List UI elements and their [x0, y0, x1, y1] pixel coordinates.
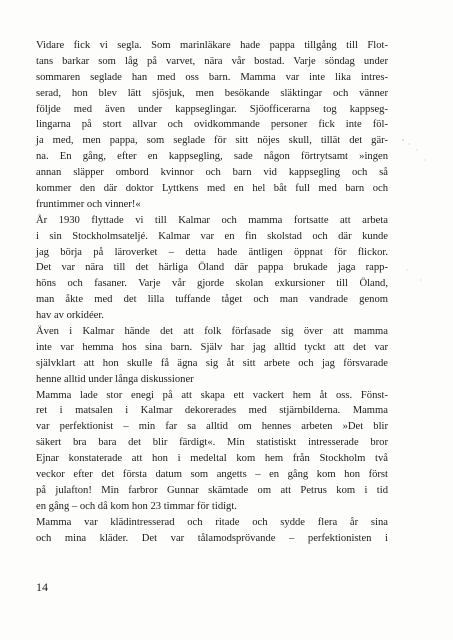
text-line: annan släpper ombord kvinnor och barn vid kappsegling och så [36, 167, 388, 179]
text-line: självklart att hon skulle få ägna sig åt sitt arbete och jag försvarade [36, 357, 388, 369]
text-line: jag börja på läroverket – detta hade äntligen öppnat för flickor. [36, 246, 388, 258]
text-line: Ejnar konstaterade att hon i medeltal kom hem från Stockholm två [36, 453, 388, 465]
page-number: 14 [36, 580, 48, 594]
text-line: säkert bra bara det blir färdigt«. Min statistiskt intresserade bror [36, 437, 388, 449]
text-line: och mina kläder. Det var tålamodsprövande – perfektionisten i [36, 532, 388, 544]
body-text [36, 38, 388, 547]
text-line: veckor efter det första datum som angetts – en gång kom hon först [36, 469, 388, 481]
text-line: följde med även under kappseglingar. Sjöofficerarna tog kappseg- [36, 103, 388, 115]
text-line: ja med, men pappa, som seglade för sitt nöjes skull, tillät det gär- [36, 135, 388, 147]
text-line: på julafton! Min farbror Gunnar skämtade om att Petrus kom i tid [36, 484, 388, 496]
text-line: Det var nära till det härliga Öland där pappa brukade jaga rapp- [36, 262, 388, 274]
text-line: en gång – och då kom hon 23 timmar för tidigt. [36, 500, 237, 512]
text-line: inte var hemma hos sina barn. Själv har jag alltid tyckt att det var [36, 341, 388, 353]
text-line: Vidare fick vi segla. Som marinläkare hade pappa tillgång till Flot- [36, 40, 388, 51]
text-line: man åkte med det lilla tuffande tåget och man vandrade genom [36, 294, 388, 306]
text-line: År 1930 flyttade vi till Kalmar och mamma fortsatte att arbeta [36, 214, 388, 226]
text-line: Mamma var klädintresserad och ritade och sydde flera år sina [36, 516, 388, 528]
text-line: Mamma lade stor enegi på att skapa ett vackert hem åt oss. Fönst- [36, 389, 388, 401]
text-line: ret i matsalen i Kalmar dekorerades med stjärnbilderna. Mamma [36, 405, 388, 417]
text-line: kommer den där doktor Lyttkens med en hel båt full med barn och [36, 183, 388, 195]
text-line: höns och fasaner. Varje vår gjorde skolan exkursioner till Öland, [36, 278, 388, 290]
text-line: i sin Stockholmsateljé. Kalmar var en fin skolstad och där kunde [36, 230, 388, 242]
text-line: tans barkar som låg på varvet, nära vår bostad. Varje söndag under [36, 55, 388, 67]
scan-specks [395, 120, 435, 320]
text-line: serad, hon blev lätt sjösjuk, men besökande släktingar och vänner [36, 87, 388, 99]
text-line: henne alltid under långa diskussioner [36, 373, 194, 385]
text-line: fruntimmer och vinner!« [36, 198, 141, 210]
text-line: hav av orkidéer. [36, 310, 104, 322]
text-line: var perfektionist – min far sa alltid om hennes arbeten »Det blir [36, 421, 388, 433]
text-line: na. En gång, efter en kappsegling, sade någon förtrytsamt »ingen [36, 151, 388, 163]
text-line: Även i Kalmar hände det att folk förfasade sig över att mamma [36, 326, 388, 338]
text-line: lingarna på stort allvar och ovidkommande personer fick inte föl- [36, 119, 388, 131]
text-line: sommaren seglade han med oss barn. Mamma var inte lika intres- [36, 71, 388, 83]
